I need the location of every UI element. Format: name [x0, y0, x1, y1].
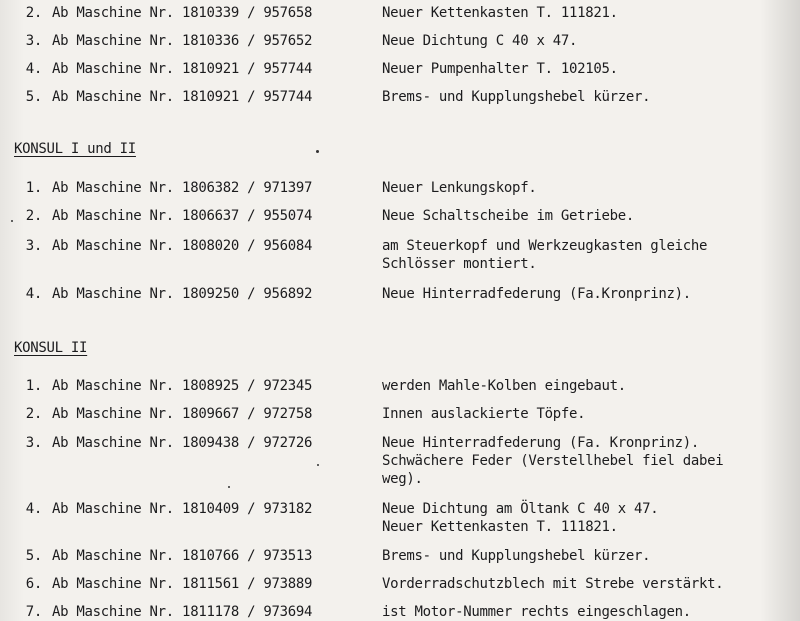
item-number: 6.	[25, 576, 42, 592]
change-description: Neue Schaltscheibe im Getriebe.	[382, 208, 634, 224]
machine-number: Ab Maschine Nr. 1810339 / 957658	[52, 5, 313, 21]
item-number: 2.	[25, 208, 42, 224]
change-description: Schwächere Feder (Verstellhebel fiel dabei	[382, 453, 724, 469]
machine-number: Ab Maschine Nr. 1809250 / 956892	[52, 286, 313, 302]
item-number: 5.	[25, 548, 42, 564]
machine-number: Ab Maschine Nr. 1811178 / 973694	[52, 604, 313, 620]
item-number: 1.	[25, 378, 42, 394]
change-description: Neuer Kettenkasten T. 111821.	[382, 519, 618, 535]
change-description: weg).	[382, 471, 423, 487]
item-number: 3.	[25, 238, 42, 254]
machine-number: Ab Maschine Nr. 1808020 / 956084	[52, 238, 313, 254]
item-number: 1.	[25, 180, 42, 196]
scan-speck	[228, 486, 230, 488]
item-number: 4.	[25, 61, 42, 77]
item-number: 3.	[25, 33, 42, 49]
change-description: Schlösser montiert.	[382, 256, 537, 272]
change-description: Neue Hinterradfederung (Fa. Kronprinz).	[382, 435, 700, 451]
machine-number: Ab Maschine Nr. 1809438 / 972726	[52, 435, 313, 451]
change-description: ist Motor-Nummer rechts eingeschlagen.	[382, 604, 691, 620]
change-description: Neuer Kettenkasten T. 111821.	[382, 5, 618, 21]
change-description: Innen auslackierte Töpfe.	[382, 406, 586, 422]
machine-number: Ab Maschine Nr. 1808925 / 972345	[52, 378, 313, 394]
item-number: 3.	[25, 435, 42, 451]
change-description: werden Mahle-Kolben eingebaut.	[382, 378, 626, 394]
machine-number: Ab Maschine Nr. 1810766 / 973513	[52, 548, 313, 564]
machine-number: Ab Maschine Nr. 1810921 / 957744	[52, 89, 313, 105]
change-description: Neue Hinterradfederung (Fa.Kronprinz).	[382, 286, 691, 302]
change-description: Neuer Pumpenhalter T. 102105.	[382, 61, 618, 77]
item-number: 2.	[25, 406, 42, 422]
machine-number: Ab Maschine Nr. 1810336 / 957652	[52, 33, 313, 49]
section-heading: KONSUL I und II	[14, 141, 136, 157]
change-description: am Steuerkopf und Werkzeugkasten gleiche	[382, 238, 708, 254]
machine-number: Ab Maschine Nr. 1806382 / 971397	[52, 180, 313, 196]
machine-number: Ab Maschine Nr. 1809667 / 972758	[52, 406, 313, 422]
item-number: 4.	[25, 286, 42, 302]
item-number: 5.	[25, 89, 42, 105]
machine-number: Ab Maschine Nr. 1810921 / 957744	[52, 61, 313, 77]
item-number: 7.	[25, 604, 42, 620]
machine-number: Ab Maschine Nr. 1810409 / 973182	[52, 501, 313, 517]
change-description: Brems- und Kupplungshebel kürzer.	[382, 89, 651, 105]
change-description: Neue Dichtung am Öltank C 40 x 47.	[382, 501, 659, 517]
item-number: 4.	[25, 501, 42, 517]
change-description: Neuer Lenkungskopf.	[382, 180, 537, 196]
machine-number: Ab Maschine Nr. 1806637 / 955074	[52, 208, 313, 224]
change-description: Vorderradschutzblech mit Strebe verstärkt.	[382, 576, 724, 592]
scan-speck	[317, 464, 319, 466]
section-heading: KONSUL II	[14, 340, 88, 356]
scan-speck	[316, 150, 319, 153]
change-description: Brems- und Kupplungshebel kürzer.	[382, 548, 651, 564]
scan-speck	[11, 220, 13, 222]
machine-number: Ab Maschine Nr. 1811561 / 973889	[52, 576, 313, 592]
change-description: Neue Dichtung C 40 x 47.	[382, 33, 578, 49]
item-number: 2.	[25, 5, 42, 21]
